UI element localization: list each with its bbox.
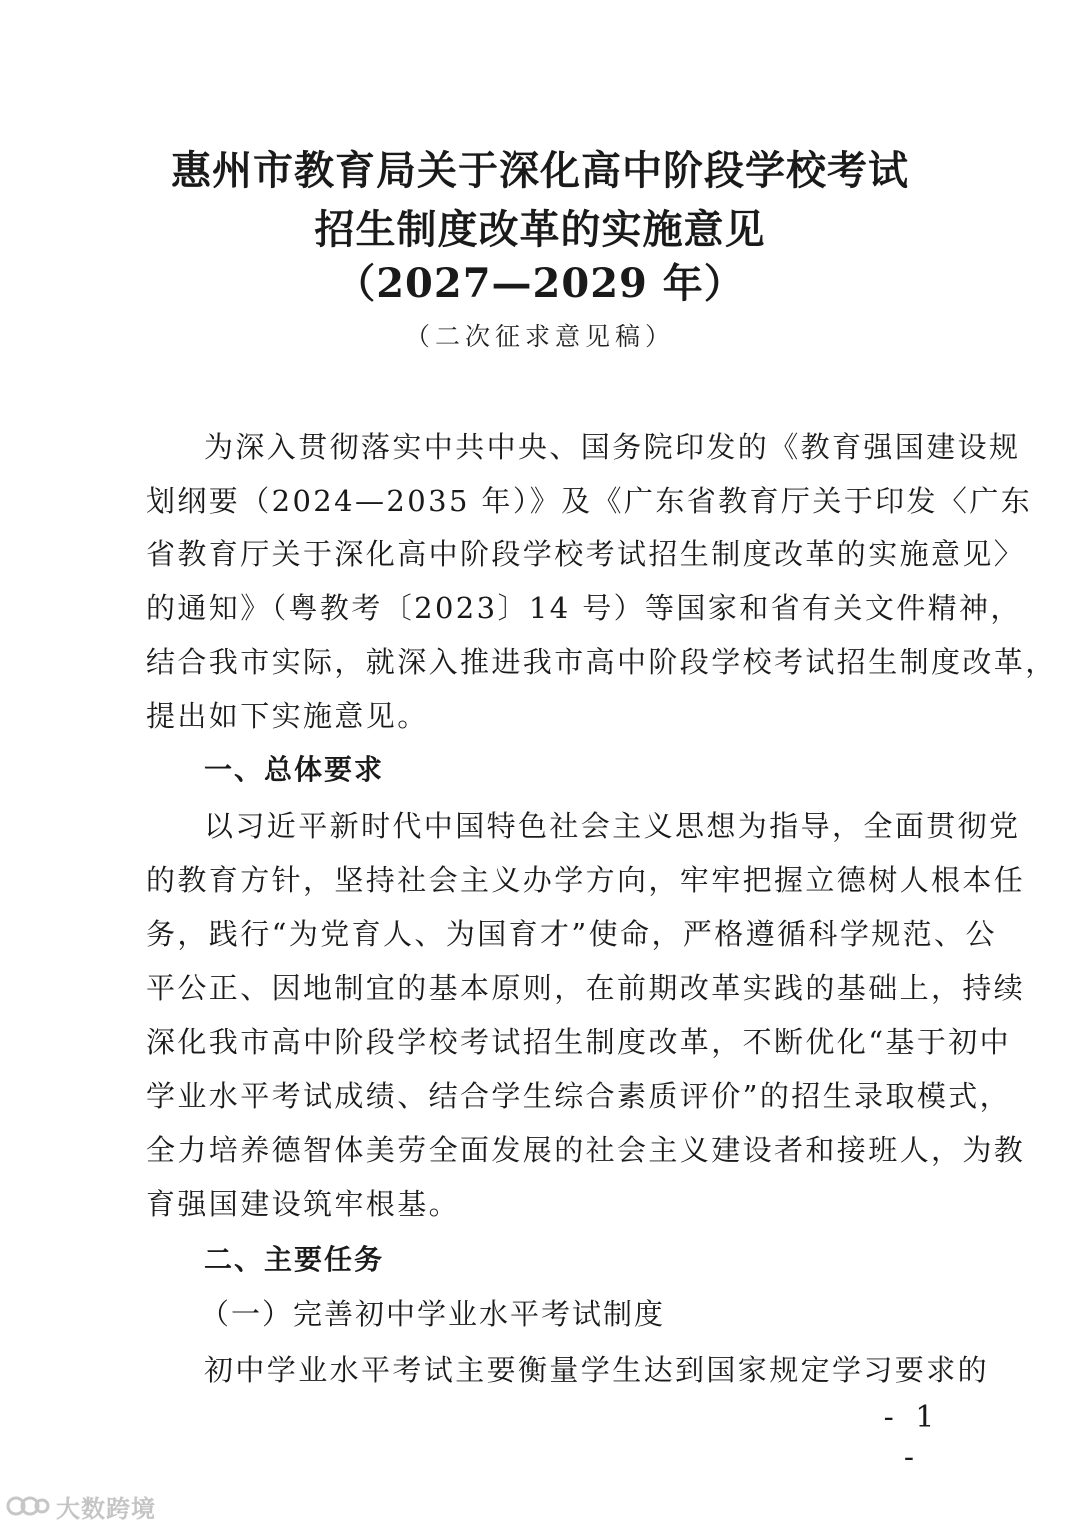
section-1-line: 以习近平新时代中国特色社会主义思想为指导，全面贯彻党 xyxy=(204,809,1021,843)
section-1-line: 学业水平考试成绩、结合学生综合素质评价”的招生录取模式， xyxy=(146,1079,1012,1113)
section-1-line: 的教育方针，坚持社会主义办学方向，牢牢把握立德树人根本任 xyxy=(146,863,1026,897)
subsection-heading: （一）完善初中学业水平考试制度 xyxy=(200,1297,666,1331)
section-heading: 二、主要任务 xyxy=(204,1243,385,1276)
watermark-text: 大数跨境 xyxy=(56,1494,156,1523)
intro-line: 结合我市实际，就深入推进我市高中阶段学校考试招生制度改革， xyxy=(146,645,1057,679)
section-1-line: 全力培养德智体美劳全面发展的社会主义建设者和接班人，为教 xyxy=(146,1133,1026,1167)
brand-logo-icon xyxy=(6,1491,50,1521)
page-number: - 1 - xyxy=(883,1400,941,1475)
draft-note: （二次征求意见稿） xyxy=(404,322,675,351)
document-title-line-1: 惠州市教育局关于深化高中阶段学校考试 xyxy=(171,147,909,194)
section-heading: 一、总体要求 xyxy=(204,753,385,786)
intro-line: 划纲要（2024—2035 年）》及《广东省教育厅关于印发〈广东 xyxy=(146,484,1033,518)
section-1-line: 平公正、因地制宜的基本原则，在前期改革实践的基础上，持续 xyxy=(146,971,1026,1005)
section-1-line: 务，践行“为党育人、为国育才”使命，严格遵循科学规范、公 xyxy=(146,917,997,951)
document-title-line-3: （2027—2029 年） xyxy=(335,260,745,307)
watermark xyxy=(6,1489,156,1523)
intro-line: 为深入贯彻落实中共中央、国务院印发的《教育强国建设规 xyxy=(204,430,1021,464)
intro-line: 提出如下实施意见。 xyxy=(146,699,429,733)
section-1-line: 育强国建设筑牢根基。 xyxy=(146,1187,461,1221)
intro-line: 省教育厅关于深化高中阶段学校考试招生制度改革的实施意见〉 xyxy=(146,537,1026,571)
document-title-line-2: 招生制度改革的实施意见 xyxy=(314,206,766,253)
subsection-1-line: 初中学业水平考试主要衡量学生达到国家规定学习要求的 xyxy=(204,1353,990,1387)
intro-line: 的通知》（粤教考〔2023〕14 号）等国家和省有关文件精神， xyxy=(146,591,1022,625)
section-1-line: 深化我市高中阶段学校考试招生制度改革，不断优化“基于初中 xyxy=(146,1025,1012,1059)
